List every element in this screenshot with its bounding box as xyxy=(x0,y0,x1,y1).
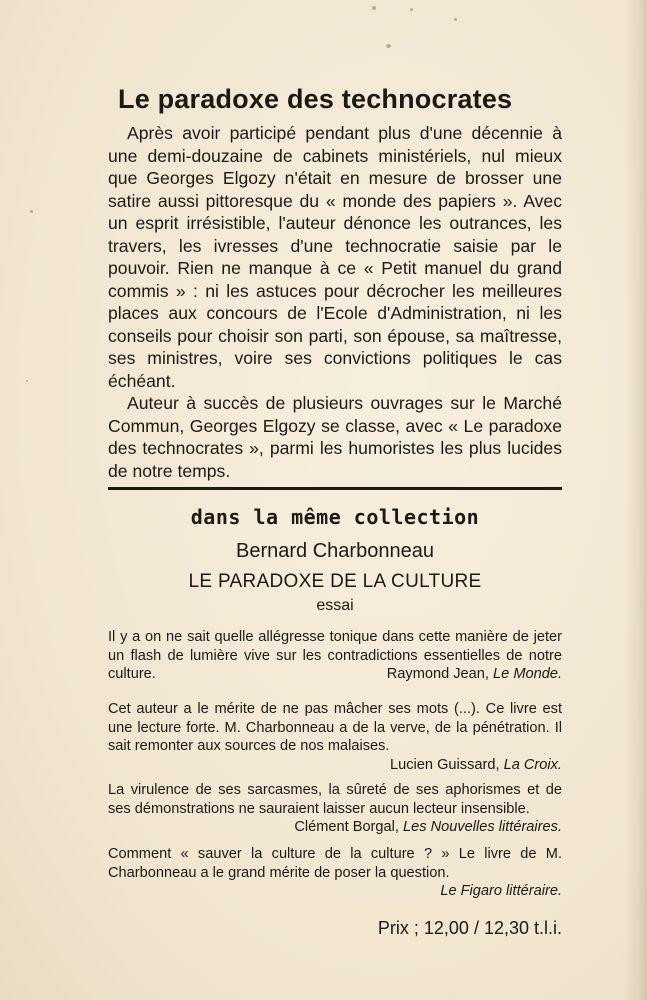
stain-speck xyxy=(26,380,28,382)
related-author: Bernard Charbonneau xyxy=(236,540,434,562)
review-critic: Lucien Guissard, xyxy=(390,756,500,773)
review-source xyxy=(390,756,562,775)
review-source xyxy=(108,882,562,901)
review-quote xyxy=(108,781,562,837)
book-title-heading: Le paradoxe des technocrates xyxy=(118,84,513,114)
stain-speck xyxy=(386,44,391,48)
review-publication: La Croix. xyxy=(503,756,562,773)
review-source xyxy=(387,665,562,684)
review-critic: Clément Borgal, xyxy=(294,819,399,835)
review-source xyxy=(294,818,562,837)
stain-speck xyxy=(410,8,413,11)
review-quote xyxy=(108,700,562,774)
review-quote xyxy=(108,845,562,901)
review-publication: Le Figaro littéraire. xyxy=(440,883,562,899)
section-divider xyxy=(108,487,562,490)
review-quote xyxy=(108,628,562,684)
collection-heading: dans la même collection xyxy=(190,505,480,529)
review-text: Il y a on ne sait quelle allégresse tonique dans cette manière de jeter un flash de lumière vive sur les contradictions essentielles de notre culture. xyxy=(108,629,562,682)
related-book-title: LE PARADOXE DE LA CULTURE xyxy=(188,571,482,592)
intro-paragraph: Après avoir participé pendant plus d'une décennie à une demi-douzaine de cabinets ministériels, nul mieux que Georges Elgozy n'était en mesure de brosser une satire aussi pittoresque du « monde des papiers ». Avec un esprit irrésistible, l'auteur dénonce les outrances, les travers, les ivresses d'une technocratie saisie par le pouvoir. Rien ne manque à ce « Petit manuel du grand commis » : ni les astuces pour décrocher les meilleures places aux concours de l'Ecole d'Administration, ni les conseils pour choisir son parti, son épouse, sa maîtresse, ses ministres, voire ses convictions politiques le cas échéant. xyxy=(108,123,562,391)
review-publication: Les Nouvelles littéraires. xyxy=(403,819,562,835)
intro-text xyxy=(108,122,562,482)
stain-speck xyxy=(454,18,457,21)
price-label: Prix ; 12,00 / 12,30 t.l.i. xyxy=(377,918,562,938)
review-text: La virulence de ses sarcasmes, la sûreté de ses aphorismes et de ses démonstrations ne sauraient laisser aucun lecteur insensible. xyxy=(108,782,562,817)
page-edge-shadow xyxy=(625,0,647,1000)
stain-speck xyxy=(372,6,376,10)
review-critic: Raymond Jean, xyxy=(386,666,489,682)
intro-paragraph: Auteur à succès de plusieurs ouvrages sur le Marché Commun, Georges Elgozy se classe, avec « Le paradoxe des technocrates », parmi les humoristes les plus lucides de notre temps. xyxy=(108,393,562,481)
review-text: Comment « sauver la culture de la culture ? » Le livre de M. Charbonneau a le grand mérite de poser la question. xyxy=(108,846,562,881)
stain-speck xyxy=(30,210,33,213)
review-text: Cet auteur a le mérite de ne pas mâcher ses mots (...). Ce livre est une lecture forte. M. Charbonneau a de la verve, de la pénétration. Il sait remonter aux sources de nos malaises. xyxy=(108,701,562,754)
related-book-genre: essai xyxy=(316,597,354,614)
review-publication: Le Monde. xyxy=(493,666,562,682)
